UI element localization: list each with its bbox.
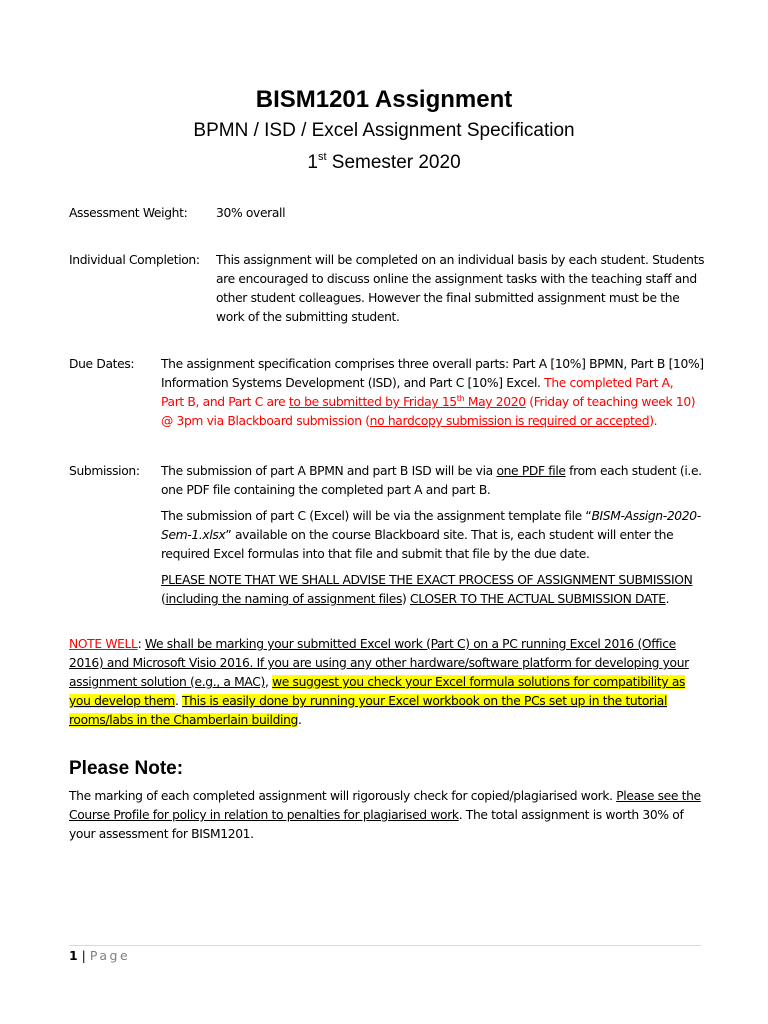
due-date [289, 395, 526, 409]
template-filename: BISM-Assign-2020- [591, 509, 701, 523]
footer-separator: | [77, 948, 90, 963]
course-profile-ref: Course Profile for policy in relation to penalties for plagiarised work [69, 808, 459, 822]
document-title: BISM1201 Assignment [255, 86, 513, 113]
please-note-text: . The total assignment is worth 30% of [458, 808, 684, 822]
page-footer [69, 948, 130, 963]
note-well-text: We shall be marking your submitted Excel work (Part C) on a PC running Excel 2016 (Office [144, 637, 676, 651]
note-well-block [69, 635, 709, 730]
note-well-line [69, 692, 709, 711]
course-profile-ref: Please see the [616, 789, 701, 803]
note-well-colon: : [137, 637, 145, 651]
document-subtitle: BPMN / ISD / Excel Assignment Specification [193, 120, 575, 141]
submission-line-text: ” available on the course Blackboard site. That is, each student will enter the [225, 528, 674, 542]
note-well-line [69, 673, 709, 692]
submission-text [161, 462, 721, 609]
individual-label: Individual Completion: [69, 253, 200, 267]
submission-line [161, 462, 721, 481]
semester-ordinal: 1 [307, 152, 318, 173]
individual-line: This assignment will be completed on an individual basis by each student. Students [216, 253, 705, 267]
due-week: (Friday of teaching week 10) [525, 395, 696, 409]
compat-suggestion: you develop them [69, 694, 175, 708]
submission-line [161, 526, 721, 545]
individual-line: work of the submitting student. [216, 310, 400, 324]
submission-period: . [665, 592, 670, 606]
due-date-suffix: th [456, 393, 465, 403]
document-semester [0, 152, 768, 174]
individual-text [216, 251, 716, 327]
please-note-heading: Please Note: [69, 758, 184, 779]
due-label: Due Dates: [69, 357, 135, 371]
note-well-period: . [298, 713, 302, 727]
submission-paren: ) [402, 592, 411, 606]
submission-paren: ( [161, 592, 166, 606]
note-well-line [69, 711, 709, 730]
submission-line-text: The submission of part A BPMN and part B ISD will be via [161, 464, 497, 478]
due-date-month: May 2020 [464, 395, 526, 409]
weight-value: 30% overall [216, 206, 286, 220]
submission-line: one PDF file containing the completed part A and part B. [161, 483, 491, 497]
due-line [161, 393, 721, 412]
please-note-line [69, 787, 709, 806]
one-pdf-file: one PDF file [496, 464, 566, 478]
naming-note: including the naming of assignment files [165, 592, 403, 606]
individual-line: other student colleagues. However the final submitted assignment must be the [216, 291, 680, 305]
due-date-text: to be submitted by Friday 15 [288, 395, 457, 409]
due-emphasis: Part B, and Part C are [161, 395, 289, 409]
submission-label: Submission: [69, 464, 140, 478]
please-note-line: your assessment for BISM1201. [69, 827, 254, 841]
note-well-sep: , [264, 675, 273, 689]
due-line [161, 374, 721, 393]
no-hardcopy-note: no hardcopy submission is required or accepted [369, 414, 650, 428]
note-well-line [69, 635, 709, 654]
lab-pc-note: rooms/labs in the Chamberlain building [69, 713, 298, 727]
submission-line: required Excel formulas into that file and submit that file by the due date. [161, 547, 590, 561]
submission-line [161, 507, 721, 526]
compat-suggestion: we suggest you check your Excel formula solutions for compatibility as [272, 675, 686, 689]
please-note-text: The marking of each completed assignment will rigorously check for copied/plagiarised work. [69, 789, 617, 803]
note-well-label: NOTE WELL [69, 637, 138, 651]
due-line: The assignment specification comprises three overall parts: Part A [10%] BPMN, Part B [10%] [161, 357, 704, 371]
note-well-text: assignment solution (e.g., a MAC) [69, 675, 265, 689]
due-paren: ( [361, 414, 370, 428]
note-well-sep: . [174, 694, 183, 708]
submission-line: PLEASE NOTE THAT WE SHALL ADVISE THE EXACT PROCESS OF ASSIGNMENT SUBMISSION [161, 573, 693, 587]
due-line [161, 412, 721, 431]
template-filename: Sem-1.xlsx [161, 528, 226, 542]
lab-pc-note: This is easily done by running your Excel workbook on the PCs set up in the tutorial [182, 694, 668, 708]
due-time: @ 3pm via Blackboard submission [161, 414, 362, 428]
submission-line-text: The submission of part C (Excel) will be via the assignment template file “ [161, 509, 592, 523]
individual-line: are encouraged to discuss online the assignment tasks with the teaching staff and [216, 272, 697, 286]
due-text [161, 355, 721, 431]
please-note-line [69, 806, 709, 825]
semester-suffix: st [317, 151, 327, 163]
due-emphasis: The completed Part A, [544, 376, 674, 390]
please-note-block [69, 787, 709, 844]
closer-note: CLOSER TO THE ACTUAL SUBMISSION DATE [410, 592, 666, 606]
submission-line-text: from each student (i.e. [565, 464, 702, 478]
weight-label: Assessment Weight: [69, 206, 188, 220]
page-number: 1 [69, 948, 78, 963]
due-line-text: Information Systems Development (ISD), and Part C [10%] Excel. [161, 376, 545, 390]
note-well-line: 2016) and Microsoft Visio 2016. If you are using any other hardware/software platform for developing your [69, 656, 689, 670]
footer-rule [69, 945, 701, 946]
due-paren: ). [649, 414, 658, 428]
page-word: Page [89, 948, 131, 963]
semester-rest: Semester 2020 [326, 152, 461, 173]
submission-line [161, 590, 721, 609]
